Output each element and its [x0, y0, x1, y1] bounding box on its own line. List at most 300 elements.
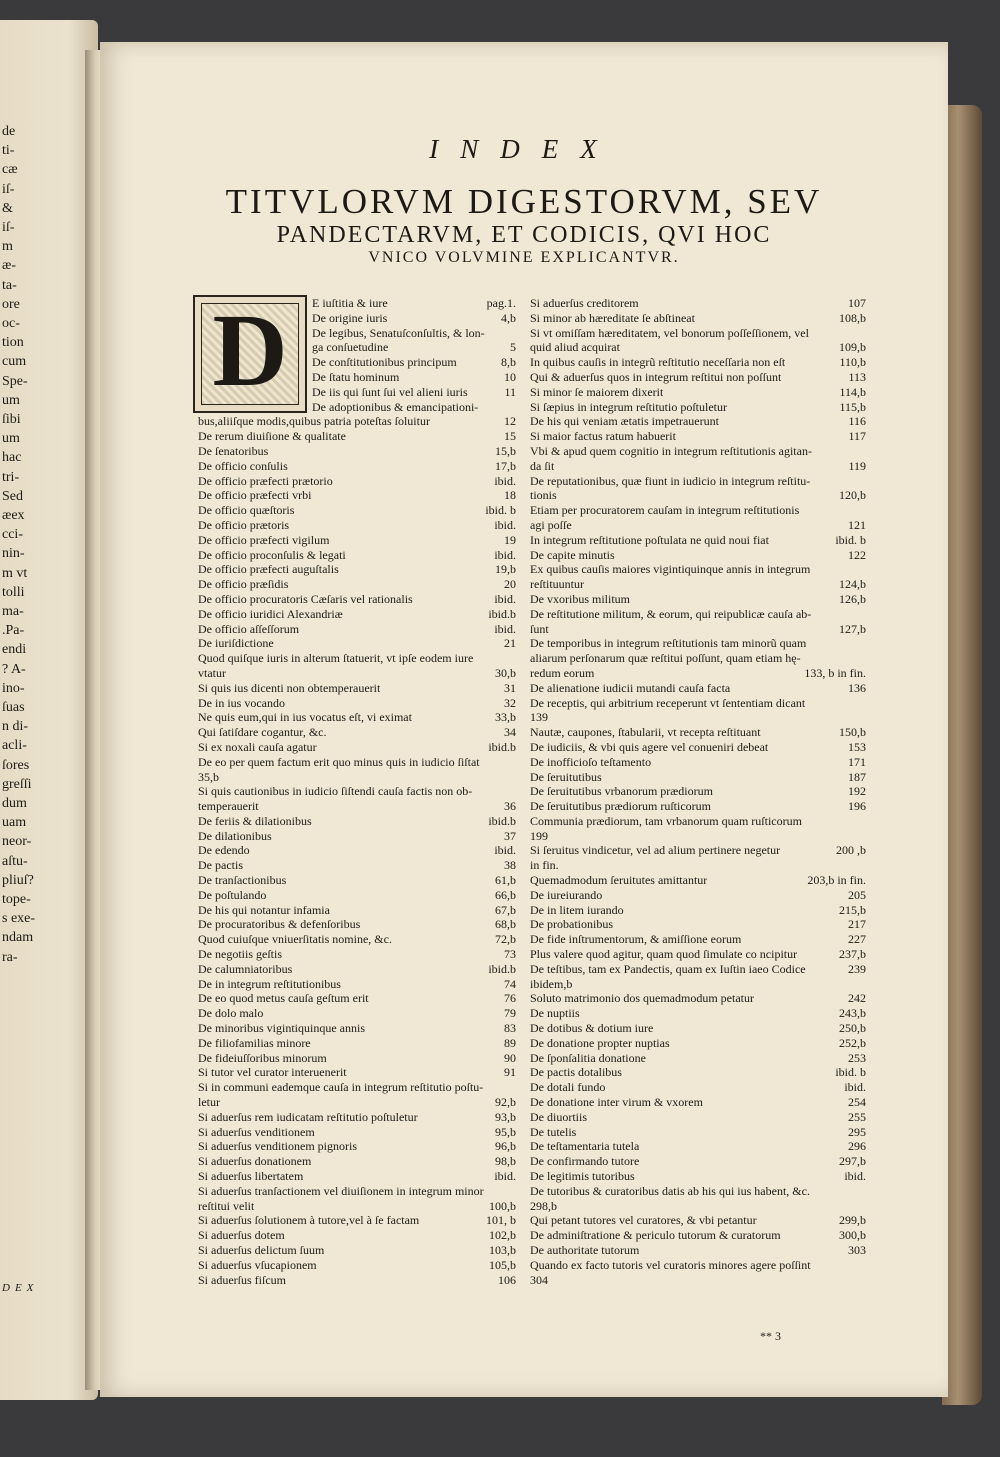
index-entry: [530, 503, 866, 518]
entry-title: De vxoribus militum: [530, 591, 630, 606]
index-entry: [198, 710, 516, 725]
left-page-fragment: ta-: [2, 277, 17, 293]
entry-page: 237,b: [839, 947, 866, 962]
entry-page: 15,b: [495, 443, 516, 458]
index-entry: [530, 444, 866, 459]
entry-title: Si minor ab hæreditate ſe abſtineat: [530, 310, 695, 325]
left-page-fragment: ore: [2, 296, 20, 312]
entry-title: De iudiciis, & vbi quis agere vel conueniri debeat: [530, 739, 769, 754]
entry-title: Si ex noxali cauſa agatur: [198, 739, 317, 754]
entry-page: 113: [848, 369, 866, 384]
index-entry: [530, 340, 866, 355]
entry-title: De diuortiis: [530, 1109, 587, 1124]
index-entry: [198, 917, 516, 932]
index-entry: [198, 1258, 516, 1273]
index-entry: [530, 932, 866, 947]
entry-page: 33,b: [495, 710, 516, 725]
entry-title: In integrum reſtitutione poſtulata ne quid noui fiat: [530, 532, 769, 547]
index-entry: [312, 370, 516, 385]
left-page-fragment: tri-: [2, 469, 20, 485]
index-entry: [530, 681, 866, 696]
left-page-fragment: ma-: [2, 604, 24, 619]
entry-page: ibid.: [844, 1080, 866, 1095]
index-entry: [530, 829, 866, 844]
entry-page: 133, b in fin.: [804, 665, 866, 680]
entry-title: De eo quod metus cauſa geſtum erit: [198, 991, 369, 1006]
entry-title: De ſenatoribus: [198, 443, 269, 458]
index-entry: [198, 814, 516, 829]
index-entry: [530, 1065, 866, 1080]
signature-mark: ** 3: [760, 1329, 781, 1343]
index-entry: [312, 326, 516, 341]
entry-title: De iuriſdictione: [198, 636, 274, 651]
entry-title: De filiofamilias minore: [198, 1035, 311, 1050]
entry-title: Si vt omiſſam hæreditatem, vel bonorum poſſeſſionem, vel: [530, 325, 809, 340]
entry-page: 72,b: [495, 932, 516, 947]
entry-title: Si aduerſus venditionem: [198, 1124, 315, 1139]
entry-title: De officio procuratoris Cæſaris vel rationalis: [198, 591, 413, 606]
index-entry: [530, 518, 866, 533]
entry-page: 96,b: [495, 1139, 516, 1154]
index-entry: [530, 562, 866, 577]
index-entry: [530, 1169, 866, 1184]
entry-page: 127,b: [839, 621, 866, 636]
index-entry: [198, 1080, 516, 1095]
entry-page: 15: [504, 429, 516, 444]
index-entry: [198, 784, 516, 799]
left-page-fragment: oc-: [2, 316, 20, 331]
left-page-fragment: aſtu-: [2, 853, 28, 869]
left-page-fragment: neor-: [2, 834, 32, 850]
index-entry: [530, 1139, 866, 1154]
left-page-fragment: cci-: [2, 527, 23, 543]
left-page-fragment: æ-: [2, 258, 16, 274]
index-entry: [198, 1169, 516, 1184]
entry-page: 196: [848, 799, 866, 814]
entry-page: ibid.: [494, 621, 516, 636]
entry-page: 120,b: [839, 488, 866, 503]
entry-title: De ſtatu hominum: [312, 369, 400, 384]
entry-page: 115,b: [839, 399, 866, 414]
entry-page: 254: [848, 1095, 866, 1110]
entry-page: ibid. b: [485, 503, 516, 518]
entry-title: De eo per quem factum erit quo minus quis in iudicio ſiſtat: [198, 754, 480, 769]
entry-title: De reputationibus, quæ fiunt in iudicio in integrum reſtitu-: [530, 473, 811, 488]
index-entry: [530, 666, 866, 681]
entry-title: Si ſeruitus vindicetur, vel ad alium pertinere negetur: [530, 843, 781, 858]
index-entry: [530, 1051, 866, 1066]
entry-title: Communia prædiorum, tam vrbanorum quam ruſticorum: [530, 813, 802, 828]
entry-page: 74: [504, 976, 516, 991]
entry-title: De conſtitutionibus principum: [312, 355, 457, 370]
entry-title: ſunt: [530, 621, 549, 636]
left-page-fragment: æex: [2, 508, 25, 523]
entry-page: 67,b: [495, 902, 516, 917]
index-entry: [198, 429, 516, 444]
index-entry: [530, 296, 866, 311]
index-entry: [530, 533, 866, 548]
left-page-fragment: tion: [2, 335, 24, 351]
left-page-fragment: ſuas: [2, 700, 25, 715]
entry-page: 92,b: [495, 1095, 516, 1110]
index-entry: [198, 607, 516, 622]
entry-title: De officio præſidis: [198, 577, 289, 592]
entry-title: De ſeruitutibus: [530, 769, 602, 784]
entry-page: 95,b: [495, 1124, 516, 1139]
entry-title: Si aduerſus libertatem: [198, 1169, 304, 1184]
entry-title: De alienatione iudicii mutandi cauſa facta: [530, 680, 731, 695]
index-entry: [530, 873, 866, 888]
entry-page: 203,b in fin.: [807, 873, 866, 888]
index-entry: [530, 488, 866, 503]
entry-title: 298,b: [530, 1198, 557, 1213]
entry-page: 32: [504, 695, 516, 710]
left-page-fragment: um: [2, 431, 20, 447]
entry-page: 215,b: [839, 902, 866, 917]
entry-page: 239: [848, 961, 866, 976]
entry-title: De in ius vocando: [198, 695, 285, 710]
entry-title: quid aliud acquirat: [530, 340, 620, 355]
entry-title: De temporibus in integrum reſtitutionis tam minorũ quam: [530, 636, 807, 651]
left-page-fragment: cæ: [2, 162, 18, 178]
index-entry: [530, 311, 866, 326]
left-page-fragment: endi: [2, 642, 27, 658]
entry-page: 153: [848, 739, 866, 754]
entry-title: Si quis ius dicenti non obtemperauerit: [198, 680, 381, 695]
entry-page: ibid.: [494, 473, 516, 488]
entry-title: da ſit: [530, 458, 555, 473]
entry-page: 38: [504, 858, 516, 873]
index-entry: [530, 1154, 866, 1169]
entry-title: De ſeruitutibus vrbanorum prædiorum: [530, 784, 713, 799]
entry-title: Ne quis eum,qui in ius vocatus eſt, vi eximat: [198, 710, 412, 725]
index-entry: [530, 355, 866, 370]
index-entry: [530, 740, 866, 755]
entry-page: ibid.: [494, 843, 516, 858]
entry-page: ibid.: [494, 547, 516, 562]
index-entry: [530, 710, 866, 725]
entry-title: 139: [530, 710, 548, 725]
entry-page: 79: [504, 1006, 516, 1021]
index-entry: [198, 562, 516, 577]
entry-title: Si quis cautionibus in iudicio ſiſtendi cauſa factis non ob-: [198, 784, 473, 799]
index-entry: [198, 696, 516, 711]
index-entry: [312, 385, 516, 400]
entry-title: Si aduerſus dotem: [198, 1228, 285, 1243]
index-entry: [530, 548, 866, 563]
entry-page: ibid.: [494, 591, 516, 606]
entry-title: redum eorum: [530, 665, 595, 680]
index-entry: [530, 947, 866, 962]
entry-title: De tutoribus & curatoribus datis ab his qui ius habent, &c.: [530, 1183, 810, 1198]
entry-page: 91: [504, 1065, 516, 1080]
index-entry: [198, 843, 516, 858]
entry-title: aliarum perſonarum quæ reſtitui poſſunt, quam etiam hę-: [530, 651, 801, 666]
entry-title: 304: [530, 1272, 548, 1287]
left-page-fragment: .Pa-: [2, 623, 25, 639]
entry-title: Si ſæpius in integrum reſtitutio poſtuletur: [530, 399, 727, 414]
entry-page: 297,b: [839, 1154, 866, 1169]
entry-page: 300,b: [839, 1228, 866, 1243]
entry-title: De donatione propter nuptias: [530, 1035, 670, 1050]
entry-page: 121: [848, 517, 866, 532]
entry-title: Plus valere quod agitur, quam quod ſimulate co ncipitur: [530, 947, 798, 962]
entry-title: Si maior factus ratum habuerit: [530, 429, 676, 444]
entry-title: Nautæ, caupones, ſtabularii, vt recepta reſtituant: [530, 725, 761, 740]
index-entry: [198, 1006, 516, 1021]
left-page-fragment: tope-: [2, 892, 31, 907]
entry-page: 20: [504, 577, 516, 592]
entry-page: ibid.: [494, 517, 516, 532]
entry-title: De adminiſtratione & periculo tutorum & curatorum: [530, 1228, 781, 1243]
left-page-fragment: um: [2, 392, 20, 408]
index-entry: [198, 903, 516, 918]
entry-title: De receptis, qui arbitrium receperunt vt ſententiam dicant: [530, 695, 806, 710]
left-page-fragment: pliuſ?: [2, 872, 34, 888]
entry-title: Qui petant tutores vel curatores, & vbi petantur: [530, 1213, 757, 1228]
entry-title: De teſtamentaria tutela: [530, 1139, 640, 1154]
index-entry: [198, 1213, 516, 1228]
index-page: [100, 42, 948, 1397]
entry-title: ibidem,b: [530, 976, 573, 991]
entry-page: 296: [848, 1139, 866, 1154]
entry-title: Quemadmodum ſeruitutes amittantur: [530, 873, 708, 888]
left-page-fragment: m vt: [2, 565, 28, 581]
entry-title: Soluto matrimonio dos quemadmodum petatur: [530, 991, 754, 1006]
heading-subtitle-2: VNICO VOLVMINE EXPLICANTVR.: [368, 249, 680, 266]
entry-title: De in integrum reſtitutionibus: [198, 976, 341, 991]
entry-page: 12: [504, 414, 516, 429]
entry-title: De procuratoribus & defenſoribus: [198, 917, 361, 932]
entry-title: De pactis: [198, 858, 243, 873]
entry-title: tionis: [530, 488, 557, 503]
index-entry: [530, 607, 866, 622]
index-entry: [312, 340, 516, 355]
entry-page: 19,b: [495, 562, 516, 577]
entry-title: De his qui veniam ætatis impetrauerunt: [530, 414, 719, 429]
entry-title: De poſtulando: [198, 887, 267, 902]
entry-title: De tranſactionibus: [198, 873, 287, 888]
entry-page: 295: [848, 1124, 866, 1139]
index-entry: [198, 548, 516, 563]
entry-page: 105,b: [489, 1257, 516, 1272]
index-entry: [530, 858, 866, 873]
entry-page: 8,b: [501, 355, 516, 370]
entry-title: ga conſuetudine: [312, 340, 389, 355]
entry-page: 200 ,b: [836, 843, 866, 858]
index-entry: [530, 755, 866, 770]
entry-page: 76: [504, 991, 516, 1006]
index-entry: [530, 1110, 866, 1125]
index-entry: [530, 636, 866, 651]
entry-page: pag.1.: [486, 296, 516, 310]
index-entry: [198, 444, 516, 459]
entry-title: Ex quibus cauſis maiores vigintiquinque annis in integrum: [530, 562, 811, 577]
entry-page: 102,b: [489, 1228, 516, 1243]
index-entry: [198, 1243, 516, 1258]
index-entry: [312, 296, 516, 311]
entry-page: 227: [848, 932, 866, 947]
index-entry: [312, 355, 516, 370]
index-entry: [530, 991, 866, 1006]
entry-title: vtatur: [198, 665, 226, 680]
index-entry: [530, 474, 866, 489]
entry-page: 187: [848, 769, 866, 784]
left-page-fragment: n di-: [2, 719, 29, 735]
index-entry: [198, 681, 516, 696]
index-entry: [198, 666, 516, 681]
entry-title: Si aduerſus fiſcum: [198, 1272, 286, 1287]
left-page-fragment: de: [2, 124, 16, 139]
entry-title: De officio præfecti vigilum: [198, 532, 330, 547]
entry-title: Quando ex facto tutoris vel curatoris minores agere poſſint: [530, 1257, 811, 1272]
index-entry: [198, 1154, 516, 1169]
entry-page: 136: [848, 680, 866, 695]
entry-page: 19: [504, 532, 516, 547]
entry-page: ibid. b: [835, 532, 866, 547]
left-page-fragment: dum: [2, 796, 27, 811]
entry-title: 199: [530, 828, 548, 843]
entry-page: 30,b: [495, 665, 516, 680]
entry-page: ibid.b: [488, 813, 516, 828]
index-entry: [530, 1258, 866, 1273]
entry-title: Quod quiſque iuris in alterum ſtatuerit, vt ipſe eodem iure: [198, 651, 474, 666]
index-entry: [198, 770, 516, 785]
initial-letter: D: [212, 293, 288, 408]
index-entry: [530, 799, 866, 814]
index-entry: [198, 414, 516, 429]
entry-page: 205: [848, 887, 866, 902]
entry-title: De ſponſalitia donatione: [530, 1050, 646, 1065]
index-entry: [530, 400, 866, 415]
entry-title: De dotali fundo: [530, 1080, 606, 1095]
index-entry: [198, 1199, 516, 1214]
entry-title: temperauerit: [198, 799, 259, 814]
index-entry: [530, 459, 866, 474]
entry-page: 93,b: [495, 1109, 516, 1124]
index-entry: [198, 592, 516, 607]
entry-title: Etiam per procuratorem cauſam in integrum reſtitutionis: [530, 503, 800, 518]
entry-page: 66,b: [495, 887, 516, 902]
index-entry: [198, 1095, 516, 1110]
entry-page: 36: [504, 799, 516, 814]
entry-title: De reſtitutione militum, & eorum, qui reipublicæ cauſa ab-: [530, 606, 812, 621]
entry-page: ibid.: [494, 1169, 516, 1184]
entry-page: 110,b: [839, 355, 866, 370]
left-page-fragment: ti-: [2, 143, 15, 159]
entry-title: Quod cuiuſque vniuerſitatis nomine, &c.: [198, 932, 392, 947]
left-page-fragment: hac: [2, 450, 22, 466]
entry-title: De donatione inter virum & vxorem: [530, 1095, 703, 1110]
left-index-column: [198, 296, 516, 1287]
left-page-fragment: uam: [2, 815, 27, 831]
entry-page: 171: [848, 754, 866, 769]
entry-title: reſtitui velit: [198, 1198, 255, 1213]
entry-page: 100,b: [489, 1198, 516, 1213]
index-entry: [198, 1125, 516, 1140]
index-entry: [530, 385, 866, 400]
left-page-fragment: acli-: [2, 738, 27, 754]
entry-page: 109,b: [839, 340, 866, 355]
index-entry: [198, 1021, 516, 1036]
entry-title: Si aduerſus venditionem pignoris: [198, 1139, 357, 1154]
index-entry: [530, 1184, 866, 1199]
left-page-fragment: ſibi: [2, 412, 21, 427]
index-entry: [530, 1021, 866, 1036]
entry-page: 116: [848, 414, 866, 429]
entry-title: De ſeruitutibus prædiorum ruſticorum: [530, 799, 711, 814]
index-entry: [198, 533, 516, 548]
entry-page: 10: [504, 369, 516, 384]
index-entry: [198, 1051, 516, 1066]
index-entry: [530, 1095, 866, 1110]
entry-page: 98,b: [495, 1154, 516, 1169]
index-entry: [530, 1199, 866, 1214]
index-entry: [530, 1273, 866, 1288]
index-entry: [198, 474, 516, 489]
entry-title: letur: [198, 1095, 220, 1110]
left-page-fragment: ? A-: [2, 661, 26, 677]
entry-title: De officio quæſtoris: [198, 503, 295, 518]
entry-title: De officio præfecti prætorio: [198, 473, 333, 488]
entry-page: 106: [498, 1272, 516, 1287]
left-page-fragment: nin-: [2, 546, 25, 562]
entry-page: 31: [504, 680, 516, 695]
entry-title: De tutelis: [530, 1124, 577, 1139]
entry-title: De officio præfecti auguſtalis: [198, 562, 339, 577]
index-entry: [530, 843, 866, 858]
entry-page: 150,b: [839, 725, 866, 740]
entry-title: De probationibus: [530, 917, 613, 932]
entry-title: De officio aſſeſſorum: [198, 621, 300, 636]
left-page-fragment: greſſi: [2, 776, 32, 792]
entry-page: 114,b: [839, 384, 866, 399]
entry-page: 103,b: [489, 1243, 516, 1257]
heading-subtitle: PANDECTARVM, ET CODICIS, QVI HOC: [276, 222, 772, 248]
entry-title: De officio præfecti vrbi: [198, 488, 312, 503]
entry-title: agi poſſe: [530, 517, 572, 532]
left-page-fragment: ndam: [2, 930, 34, 946]
left-page-fragment: ſores: [2, 757, 30, 773]
index-entry: [530, 592, 866, 607]
entry-title: De edendo: [198, 843, 250, 858]
left-page-fragment: cum: [2, 354, 27, 370]
entry-title: Si tutor vel curator interuenerit: [198, 1065, 347, 1080]
entry-page: 17,b: [495, 458, 516, 473]
index-entry: [198, 829, 516, 844]
entry-title: bus,aliiſque modis,quibus patria poteſtas ſoluitur: [198, 414, 430, 429]
index-entry: [198, 1065, 516, 1080]
entry-title: De officio prætoris: [198, 517, 290, 532]
index-entry: [198, 622, 516, 637]
entry-page: 119: [848, 458, 866, 473]
left-page-fragment: ra-: [2, 949, 18, 965]
entry-page: 117: [848, 429, 866, 444]
entry-page: ibid.b: [488, 739, 516, 754]
index-entry: [198, 962, 516, 977]
entry-title: Si aduerſus ſolutionem à tutore,vel à ſe factam: [198, 1213, 420, 1228]
entry-title: Qui & aduerſus quos in integrum reſtitui non poſſunt: [530, 369, 782, 384]
entry-page: 250,b: [839, 1021, 866, 1036]
index-entry: [530, 814, 866, 829]
index-entry: [530, 326, 866, 341]
index-entry: [198, 1110, 516, 1125]
left-page-fragment: iſ-: [2, 181, 15, 197]
index-entry: [198, 873, 516, 888]
index-entry: [530, 784, 866, 799]
index-entry: [198, 503, 516, 518]
index-entry: [198, 1139, 516, 1154]
